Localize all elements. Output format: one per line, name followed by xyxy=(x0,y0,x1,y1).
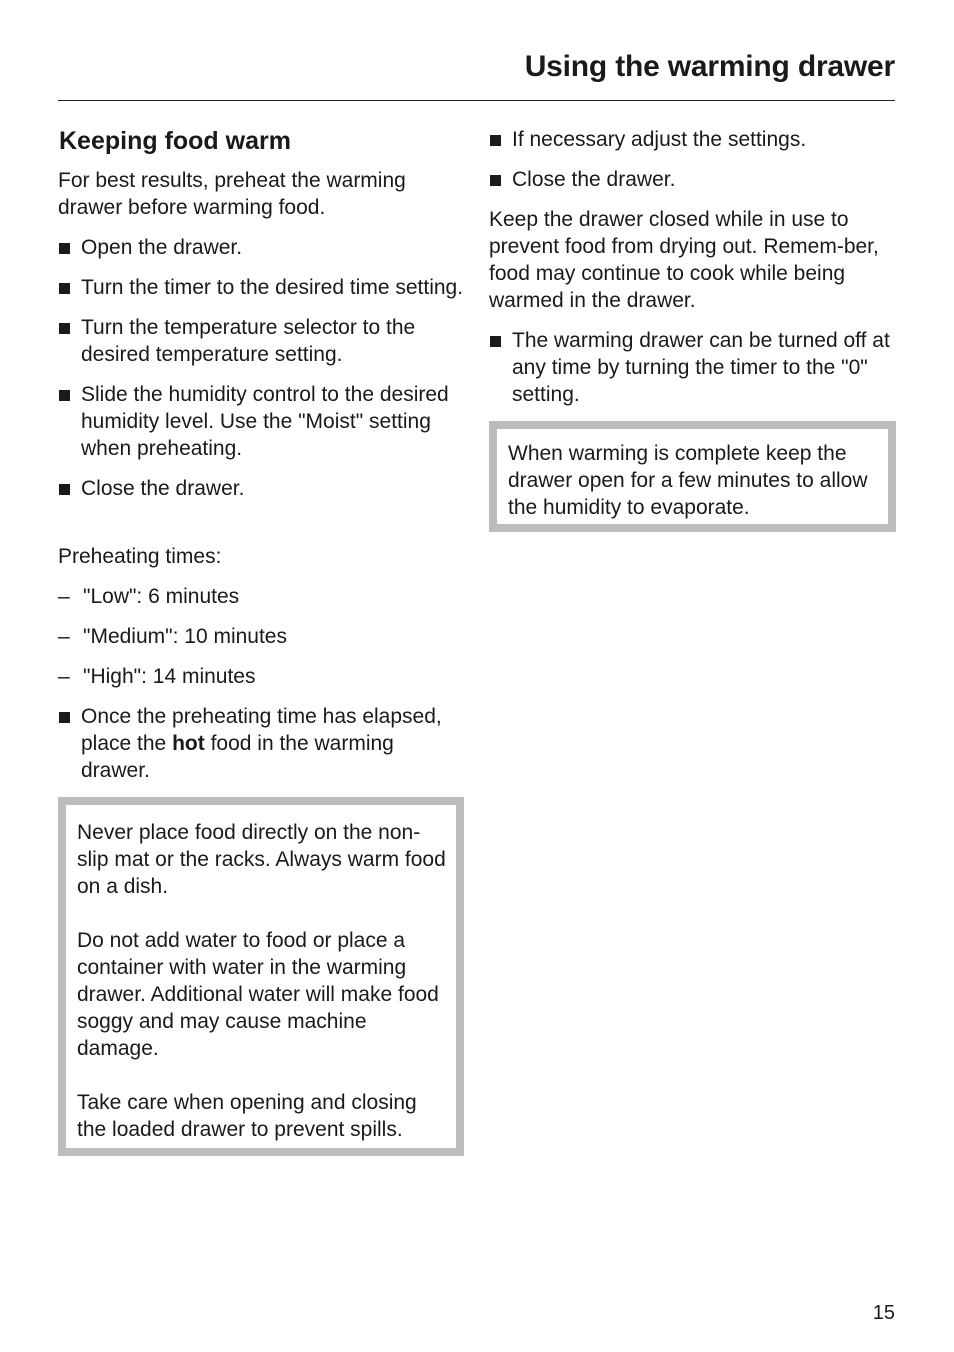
preheat-label: Preheating times: xyxy=(58,545,222,568)
warning-paragraph: Take care when opening and closing the loaded drawer to prevent spills. xyxy=(77,1091,417,1141)
bullet-square-icon xyxy=(59,323,70,334)
bullet-square-icon xyxy=(490,336,501,347)
step-text: Turn the timer to the desired time setting. xyxy=(81,276,464,299)
step-set-timer xyxy=(58,274,464,301)
step-close-drawer-2 xyxy=(489,166,895,193)
bullet-square-icon xyxy=(490,175,501,186)
step-place-food xyxy=(58,703,464,784)
bullet-square-icon xyxy=(59,712,70,723)
step-text: The warming drawer can be turned off at any time by turning the timer to the "0" setting. xyxy=(512,329,890,406)
page-title: Using the warming drawer xyxy=(524,50,895,83)
step-open-drawer xyxy=(58,234,464,261)
step-text: Once the preheating time has elapsed, place the hot food in the warming drawer. xyxy=(81,705,442,782)
preheat-time-text: "Medium": 10 minutes xyxy=(83,625,287,648)
section-heading: Keeping food warm xyxy=(59,127,291,155)
dash-icon: – xyxy=(58,625,70,648)
title-divider xyxy=(58,100,895,101)
step-text: Open the drawer. xyxy=(81,236,243,259)
step-close-drawer xyxy=(58,475,464,502)
bullet-square-icon xyxy=(59,484,70,495)
step-set-humidity xyxy=(58,381,464,462)
intro-paragraph: For best results, preheat the warming drawer before warming food. xyxy=(58,169,406,219)
dash-icon: – xyxy=(58,665,70,688)
step-text: Close the drawer. xyxy=(81,477,245,500)
warning-paragraph: Do not add water to food or place a container with water in the warming drawer. Additional water will make food soggy and may cause machine damage. xyxy=(77,929,439,1060)
step-text: Close the drawer. xyxy=(512,168,676,191)
tip-paragraph: When warming is complete keep the drawer open for a few minutes to allow the humidity to evaporate. xyxy=(508,442,868,519)
step-set-temperature xyxy=(58,314,464,368)
step-turn-off xyxy=(489,327,895,408)
preheat-time-medium xyxy=(58,623,464,650)
warning-box xyxy=(58,797,464,1156)
preheat-time-text: "Low": 6 minutes xyxy=(83,585,240,608)
step-text: If necessary adjust the settings. xyxy=(512,128,807,151)
preheat-time-low xyxy=(58,583,464,610)
page-number: 15 xyxy=(872,1302,895,1324)
left-column xyxy=(58,126,464,1156)
preheat-time-text: "High": 14 minutes xyxy=(83,665,256,688)
step-text: Turn the temperature selector to the desired temperature setting. xyxy=(81,316,416,366)
warning-paragraph: Never place food directly on the non-slip mat or the racks. Always warm food on a dish. xyxy=(77,821,446,898)
emphasis-hot: hot xyxy=(172,732,205,755)
bullet-square-icon xyxy=(59,390,70,401)
tip-box xyxy=(489,421,896,532)
step-adjust-settings xyxy=(489,126,895,153)
right-column xyxy=(489,126,895,532)
preheat-time-high xyxy=(58,663,464,690)
step-text: Slide the humidity control to the desired humidity level. Use the "Moist" setting when preheating. xyxy=(81,383,449,460)
dash-icon: – xyxy=(58,585,70,608)
keep-closed-paragraph: Keep the drawer closed while in use to prevent food from drying out. Remem-ber, food may continue to cook while being warmed in the drawer. xyxy=(489,208,879,312)
bullet-square-icon xyxy=(59,283,70,294)
bullet-square-icon xyxy=(490,135,501,146)
bullet-square-icon xyxy=(59,243,70,254)
